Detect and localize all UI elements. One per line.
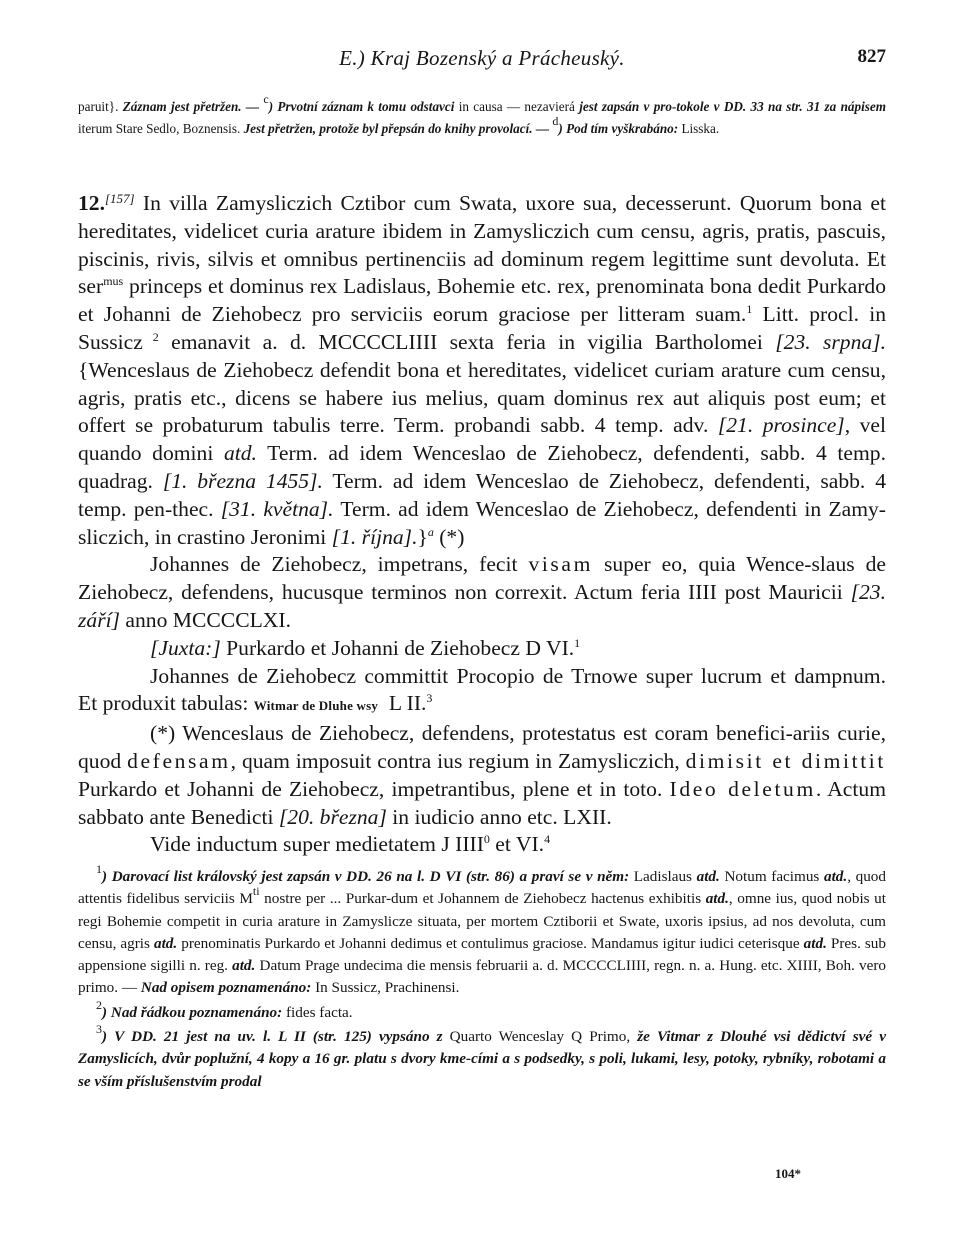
note-mark: d <box>552 113 559 128</box>
date-note: [1. října]. <box>331 524 418 549</box>
text-run: Vide inductum super medietatem J IIII <box>150 832 484 857</box>
note-text: paruit}. <box>78 99 119 114</box>
footnote-ref: 1 <box>746 302 753 317</box>
date-note: [21. prosince] <box>717 413 845 438</box>
text-run: , omne ius, quod nobis ut regi Bohemie competit in curia arature in Zamyslicze situata, per mortem Cztiborii et Swate, uxoris ipsius, ad nos devoluta, cum censu, agris <box>78 890 886 952</box>
footnote-ref: 2 <box>142 329 159 344</box>
footnote-ref: 1 <box>574 635 581 650</box>
text-run: Term. ad idem Wenceslao de Ziehobecz, defendenti in Zamy-sliczich, in crastino Jeronimi <box>78 496 886 549</box>
superscript: 0 <box>483 832 490 847</box>
text-run: anno MCCCCLXI. <box>120 607 291 632</box>
text-run: Johannes de Ziehobecz, impetrans, fecit <box>150 552 529 577</box>
page-number: 827 <box>857 46 886 67</box>
footnote-ref: 4 <box>544 832 551 847</box>
footnote-ref: 3 <box>426 691 433 706</box>
text-run: , quam imposuit contra ius regium in Zamysliczich, <box>230 748 686 773</box>
entry-paragraph <box>78 831 886 859</box>
note-italic: ) Pod tím vyškrabáno: <box>558 120 679 136</box>
footnote <box>78 1022 886 1093</box>
spaced-word: dimisit et dimittit <box>685 748 886 773</box>
footnote-ref: a <box>427 524 434 539</box>
footnote-italic: Nad opisem poznamenáno: <box>140 979 312 997</box>
spaced-word: Ideo deletum <box>669 776 816 801</box>
superscript: ti <box>252 884 260 899</box>
note-text: iterum Stare Sedlo, Boznensis. <box>78 120 244 136</box>
text-run: prenominatis Purkardo et Johanni dedimus et contulimus graciose. Mandamus igitur iudici ceterisque <box>177 934 804 952</box>
main-text <box>78 190 935 859</box>
note-text: Lisska. <box>678 120 720 136</box>
text-run: Quarto Wenceslay Q Primo, <box>442 1028 638 1046</box>
text-run: et VI. <box>489 832 545 857</box>
entry-number: 12. <box>78 191 105 215</box>
entry-paragraph <box>78 635 886 663</box>
text-run: emanavit a. d. MCCCCLIIII sexta feria in vigilia Bartholomei <box>158 329 776 354</box>
entry-paragraph <box>78 720 886 831</box>
footnotes <box>78 862 886 1095</box>
footnote-mark: 1 <box>96 862 102 876</box>
text-run: , quod attentis fidelibus serviciis M <box>78 868 886 908</box>
text-run: super eo, quia Wence-slaus de Ziehobecz, defendens, hucusque terminos non correxit. Actum feria IIII post Mauricii <box>78 552 886 605</box>
date-note: [1. března 1455]. <box>162 468 323 493</box>
editorial-note: [Juxta:] <box>150 635 221 660</box>
text-run: Pres. sub appensione sigilli n. reg. <box>78 934 886 975</box>
spaced-word: defensam <box>127 748 231 773</box>
text-run: L II. <box>378 691 427 716</box>
footnote-italic: atd. <box>705 890 729 908</box>
footnote-mark: 3 <box>96 1022 102 1037</box>
text-run: {Wenceslaus de Ziehobecz defendit bona et hereditates, videlicet curiam arature cum censu, agris, pratis etc., dicens se habere ius melius, quam dominus rex aut aliquis post eum; et offert se probaturum tabulis terre. Term. probandi sabb. 4 temp. adv. <box>78 329 935 438</box>
text-run: } <box>417 524 428 549</box>
text-run: Term. ad idem Wenceslao de Ziehobecz, defendenti, sabb. 4 temp. pen-thec. <box>78 468 886 521</box>
text-run: princeps et dominus rex Ladislaus, Bohemie etc. rex, prenominata bona dedit Purkardo et Johanni de Ziehobecz pro serviciis eorum graciose per litteram suam. <box>78 274 886 327</box>
footnote-italic: atd. <box>803 934 827 952</box>
text-run: Datum Prage undecima die mensis februarii a. d. MCCCCLIIII, regn. n. a. Hung. etc. XIIII, Boh. vero primo. — <box>78 957 886 997</box>
text-run: Johannes de Ziehobecz committit Procopio de Trnowe super lucrum et dampnum. <box>150 663 886 688</box>
text-run: , vel quando domini <box>78 413 886 466</box>
entry-reference: [157] <box>105 191 135 206</box>
footnote-italic: ) V DD. 21 jest na uv. l. L II (str. 125) vypsáno z <box>102 1028 443 1046</box>
footnote <box>78 862 886 1000</box>
text-run: (*) Wenceslaus de Ziehobecz, defendens, protestatus est coram benefici-ariis curie, quod <box>78 721 886 773</box>
note-italic: ) Prvotní záznam k tomu odstavci <box>268 99 455 114</box>
footnote-italic: atd. <box>232 957 256 975</box>
date-note: [31. května]. <box>220 496 334 521</box>
text-run: Term. ad idem Wenceslao de Ziehobecz, defendenti, sabb. 4 temp. quadrag. <box>78 441 886 493</box>
entry-paragraph <box>78 190 935 551</box>
footnote <box>78 997 886 1024</box>
note-italic: Jest přetržen, protože byl přepsán do knihy provolací. — <box>243 120 553 136</box>
footnote-italic: ) Nad řádkou poznamenáno: <box>102 1003 283 1021</box>
text-run: Et produxit tabulas: <box>78 663 924 716</box>
text-run: Purkardo et Johanni de Ziehobecz D VI. <box>220 635 575 660</box>
text-run: . Actum sabbato ante Benedicti <box>78 776 886 829</box>
continued-footnote <box>78 92 887 139</box>
note-mark: c <box>263 92 269 106</box>
superscript: mus <box>103 274 124 289</box>
entry-paragraph <box>78 551 886 634</box>
footnote-italic: atd. <box>696 868 720 885</box>
page-header <box>78 46 886 80</box>
text-run: In villa Zamysliczich Cztibor cum Swata, uxore sua, decesserunt. Quorum bona et hereditates, videlicet curia arature ibidem in Zamysliczich cum censu, agris, pratis, pascuis, piscinis, rivis, silvis et omnibus pertinenciis ad dominum regem legittime sunt devoluta. Et ser <box>78 191 886 299</box>
date-note: [20. března] <box>278 804 387 829</box>
footnote-italic: atd. <box>153 934 178 952</box>
spaced-word: visam <box>528 552 594 577</box>
text-run: Purkardo et Johanni de Ziehobecz, impetrantibus, plene et in toto. <box>78 776 670 801</box>
text-run: fides facta. <box>282 1003 353 1021</box>
footnote-italic: ) Darovací list královský jest zapsán v DD. 26 na l. D VI (str. 86) a praví se v něm: <box>102 868 630 885</box>
text-run: Ladislaus <box>629 868 697 885</box>
text-run: nostre per ... Purkar-dum et Johannem de Ziehobecz hactenus exhibitis <box>259 890 706 908</box>
footnote-italic: atd. <box>823 868 848 885</box>
small-text: Witmar de Dluhe wsy <box>253 698 379 714</box>
signature-mark: 104* <box>775 1166 801 1181</box>
note-text: in causa — nezavierá <box>454 99 580 114</box>
text-run: (*) <box>433 524 465 549</box>
text-run: In Sussicz, Prachinensi. <box>311 979 460 997</box>
entry-paragraph <box>78 663 924 721</box>
footnote-italic: že Vitmar z Dlouhé vsi dědictví své v Zamyslicích, dvůr poplužní, 4 kopy a 16 gr. platu s dvory kme-cími a s podsedky, s poli, lukami, lesy, potoky, rybníky, robotami a se vším příslušenstvím prodal <box>78 1028 886 1090</box>
note-italic: jest zapsán v pro-tokole v DD. 33 na str. 31 za nápisem <box>579 99 887 114</box>
footnote-mark: 2 <box>96 997 102 1012</box>
italic-abbrev: atd. <box>223 441 257 466</box>
note-italic: Záznam jest přetržen. — <box>122 99 264 114</box>
text-run: Litt. procl. in Sussicz <box>78 302 886 354</box>
text-run: Notum facimus <box>719 868 824 885</box>
date-note: [23. srpna]. <box>775 329 887 354</box>
running-title: E.) Kraj Bozenský a Prácheuský. <box>339 46 625 70</box>
date-note: [23. září] <box>78 580 886 632</box>
text-run: in iudicio anno etc. LXII. <box>386 804 612 829</box>
